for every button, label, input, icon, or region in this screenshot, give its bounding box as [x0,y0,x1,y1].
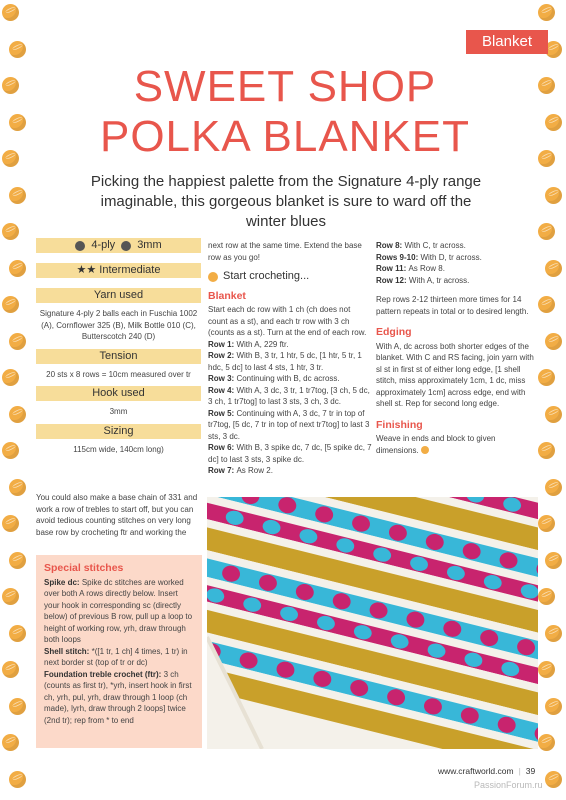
yarn-ball-decoration [9,698,26,715]
row-text: With B, 3 spike dc, 7 dc, [5 spike dc, 7 dc] to last 3 sts, 3 spike dc. [208,443,372,464]
yarn-ball-decoration [545,698,562,715]
blanket-heading: Blanket [208,289,246,302]
category-tag: Blanket [466,30,548,54]
page-number: 39 [525,766,536,776]
row-label: Row 12: [376,275,409,285]
yarn-ball-decoration [2,4,19,21]
yarn-ball-decoration [538,369,555,386]
row-label: Row 3: [208,374,237,383]
sizing-text: 115cm wide, 140cm long) [73,444,164,454]
yarn-ball-decoration [545,187,562,204]
yarn-ball-decoration [9,479,26,496]
yarn-ball-decoration [9,41,26,58]
spike-dc-entry [44,577,194,646]
page-footer [438,766,535,776]
row-label: Row 1: [208,339,237,349]
title-line-1: SWEET SHOP [133,62,437,111]
row-list [208,339,372,477]
row-label: Row 2: [208,351,237,360]
yarn-ball-decoration [9,625,26,642]
pattern-row [376,263,538,275]
ftr-text: 3 ch (counts as first tr), *yrh, insert hook in first ch, yrh, pul, yrh, draw through 1 loop (ch made), lyrh, draw through 2 loops] twice (2nd tr); rep from * to end [44,669,192,725]
info-column [36,238,201,457]
shell-stitch-entry [44,646,194,669]
yarn-ball-decoration [538,734,555,751]
pattern-column [208,240,372,477]
blanket-photo-illustration [207,497,538,749]
row-text: With A, tr across. [408,275,470,285]
hook-size: 3mm [137,239,162,251]
special-stitches-box [36,555,202,748]
row-label: Row 7: [208,466,237,475]
finishing-text [376,433,538,456]
row-text: Continuing with B, dc across. [236,374,340,383]
pattern-row [208,385,372,408]
shell-stitch-label: Shell stitch: [44,646,90,656]
start-crocheting-heading [208,271,372,283]
yarn-ball-decoration [9,260,26,277]
row-text: With A, 229 ftr. [236,339,289,349]
sizing-heading: Sizing [36,424,201,439]
yarn-ball-decoration [545,406,562,423]
yarn-used-text: Signature 4-ply 2 balls each in Fuschia 1002 (A), Cornflower 325 (B), Milk Bottle 010 (C), Butterscotch 240 (D) [39,309,198,341]
pattern-row [208,373,372,385]
footer-site: www.craftworld.com [438,766,514,776]
yarn-ball-decoration [2,223,19,240]
yarn-ball-decoration [538,515,555,532]
pattern-row [208,465,372,477]
ftr-entry [44,669,194,727]
yarn-ball-icon [75,241,85,251]
right-yarn-ball-border [536,0,566,800]
yarn-ball-decoration [545,333,562,350]
yarn-ball-decoration [2,515,19,532]
finishing-body: Weave in ends and block to given dimensions. [376,434,496,455]
intro-text: You could also make a base chain of 331 and work a row of trebles to start off, but you can avoid tedious counting stitches on very long base row by crocheting ftr and working the [36,493,198,537]
blanket-intro: Start each dc row with 1 ch (ch does not count as a st), and each tr row with 3 ch (counts as a st). Turn at the end of each row. [208,305,367,337]
yarn-ball-decoration [9,771,26,788]
yarn-ball-decoration [2,150,19,167]
yarn-ball-decoration [538,588,555,605]
page-title [40,62,530,162]
row-label: Row 8: [376,241,405,250]
yarn-ball-decoration [2,442,19,459]
special-stitches-heading: Special stitches [44,562,124,574]
pattern-row [208,339,372,351]
yarn-ball-decoration [2,734,19,751]
row-label: Row 4: [208,385,237,395]
row-text: With A, 3 dc, 3 tr, 1 tr7tog, [3 ch, 5 dc, 3 ch, 1 tr7tog] to last 3 sts, 3 ch, 3 dc. [208,385,370,406]
row-label: Row 5: [208,408,237,418]
row-text: As Row 2. [236,466,273,475]
standfirst: Picking the happiest palette from the Signature 4-ply range imaginable, this gorgeous blanket is sure to ward off the winter blues [90,173,482,230]
start-crocheting-label: Start crocheting... [223,270,310,282]
row-label: Rows 9-10: [376,252,421,262]
row-text: With D, tr across. [420,252,482,262]
yarn-ball-decoration [9,114,26,131]
pattern-row [376,240,538,252]
yarn-hook-bar [36,238,201,253]
level-bar: ★★ Intermediate [36,263,201,278]
row-text: With C, tr across. [404,241,466,250]
hook-used-text: 3mm [109,407,128,416]
yarn-ball-decoration [545,771,562,788]
yarn-ball-decoration [545,114,562,131]
yarn-ball-decoration [538,150,555,167]
yarn-ball-decoration [2,661,19,678]
yarn-weight: 4-ply [91,239,116,251]
footer-separator: | [518,766,521,776]
hook-used-heading: Hook used [36,386,201,401]
pattern-row [376,252,538,264]
row-text: As Row 8. [408,264,445,273]
pattern-row [208,350,372,373]
pattern-row [208,408,372,443]
yarn-ball-decoration [538,223,555,240]
tension-text: 20 sts x 8 rows = 10cm measured over tr [46,369,191,379]
yarn-ball-decoration [545,479,562,496]
pattern-row [208,442,372,465]
left-yarn-ball-border [0,0,30,800]
pattern-column-2 [376,240,538,456]
row-label: Row 11: [376,264,409,273]
yarn-ball-decoration [9,552,26,569]
yarn-ball-decoration [9,333,26,350]
pattern-row [376,275,538,287]
spike-dc-text: Spike dc stitches are worked over both A rows directly below. Insert your hook in corresponding sc (directly below) of previous B row, pull up a loop to height of working row, yrh, draw through both loops [44,577,193,644]
yarn-ball-decoration [9,187,26,204]
row-text: With B, 3 tr, 1 htr, 5 dc, [1 htr, 5 tr, 1 hdc, 5 dc] to last 4 sts, 1 htr, 3 tr. [208,351,362,372]
yarn-used-heading: Yarn used [36,288,201,303]
yarn-ball-decoration [545,260,562,277]
yarn-ball-decoration [2,77,19,94]
yarn-ball-decoration [9,406,26,423]
yarn-ball-decoration [538,4,555,21]
hook-icon [121,241,131,251]
yarn-ball-decoration [545,625,562,642]
yarn-ball-decoration [538,296,555,313]
yarn-ball-decoration [545,552,562,569]
yarn-ball-decoration [2,369,19,386]
blanket-photo [207,497,538,749]
yarn-ball-decoration [2,296,19,313]
ftr-label: Foundation treble crochet (ftr): [44,669,162,679]
row-label: Row 6: [208,443,237,452]
tension-heading: Tension [36,349,201,364]
repeat-text: Rep rows 2-12 thirteen more times for 14 pattern repeats in total or to desired length. [376,295,529,316]
yarn-ball-decoration [538,661,555,678]
yarn-ball-icon [208,272,218,282]
spike-dc-label: Spike dc: [44,577,80,587]
continued-text: next row at the same time. Extend the base row as you go! [208,241,362,262]
shell-stitch-text: *([1 tr, 1 ch] 4 times, 1 tr) in next border st (top of tr or dc) [44,646,188,667]
row-list-continued [376,240,538,286]
edging-heading: Edging [376,326,412,338]
row-text: Continuing with A, 3 dc, 7 tr in top of tr7tog, [5 dc, 7 tr in top of next tr7tog] to last 3 sts, 3 dc. [208,408,370,441]
finishing-heading: Finishing [376,418,423,431]
watermark: PassionForum.ru [474,780,543,790]
yarn-ball-decoration [538,77,555,94]
edging-text: With A, dc across both shorter edges of the blanket. With C and RS facing, join yarn with sl st in first st of either long edge, [1 shell stitch, miss approximately 1cm, 1 dc, miss approximately 1cm] across edge, end with shell st. Rep for second long edge. [376,341,534,408]
end-yarn-ball-icon [421,446,429,454]
yarn-ball-decoration [538,442,555,459]
yarn-ball-decoration [2,588,19,605]
title-line-2: POLKA BLANKET [99,112,471,161]
